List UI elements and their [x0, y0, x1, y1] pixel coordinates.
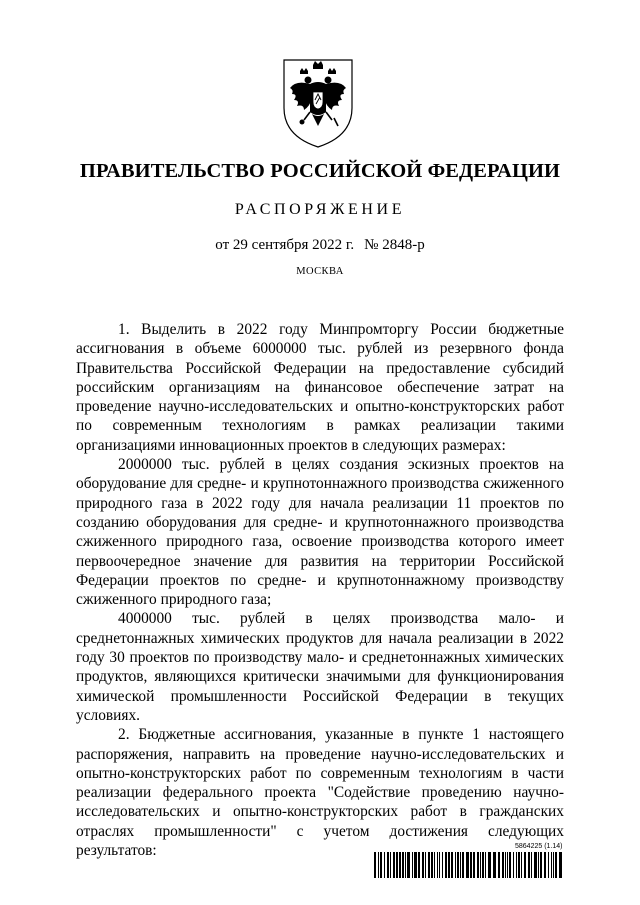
government-title: ПРАВИТЕЛЬСТВО РОССИЙСКОЙ ФЕДЕРАЦИИ [79, 160, 561, 182]
paragraph: 2000000 тыс. рублей в целях создания эскизных проектов на оборудование для средне- и крупнотоннажного производства сжиженного природного газа в 2022 году для начала реализации 11 проектов по созданию оборудования для средне- и крупнотоннажного производства сжиженного природного газа, освоение производства которого имеет первоочередное значение для развития на территории Российской Федерации проектов по средне- и крупнотоннажному производству сжиженного природного газа; [76, 456, 564, 609]
document-date: от 29 сентября 2022 г. [215, 237, 355, 253]
barcode-icon [374, 852, 564, 878]
document-number: № 2848-р [364, 237, 425, 253]
paragraph: 1. Выделить в 2022 году Минпромторгу России бюджетные ассигнования в объеме 6000000 тыс. рублей из резервного фонда Правительства Российской Федерации на предоставление субсидий российским организациям на финансовое обеспечение затрат на проведение научно-исследовательских и опытно-конструкторских работ по современным технологиям в рамках реализации такими организациями инновационных проектов в следующих размерах: [76, 321, 564, 454]
document-body [76, 320, 564, 860]
document-date-line [0, 237, 640, 254]
serial-number: 5864225 (1.14) [515, 843, 563, 850]
coat-of-arms-icon [280, 56, 356, 150]
document-type: РАСПОРЯЖЕНИЕ [234, 201, 406, 218]
document-city: МОСКВА [296, 266, 344, 277]
paragraph: 4000000 тыс. рублей в целях производства мало- и среднетоннажных химических продуктов для начала реализации в 2022 году 30 проектов по производству мало- и среднетоннажных химических продуктов, являющихся критически значимыми для функционирования химической промышленности Российской Федерации в текущих условиях. [76, 610, 564, 724]
paragraph: 2. Бюджетные ассигнования, указанные в пункте 1 настоящего распоряжения, направить на проведение научно-исследовательских и опытно-конструкторских работ по современным технологиям в части реализации федерального проекта "Содействие проведению научно-исследовательских и опытно-конструкторских работ в гражданских отраслях промышленности" с учетом достижения следующих результатов: [76, 726, 564, 860]
